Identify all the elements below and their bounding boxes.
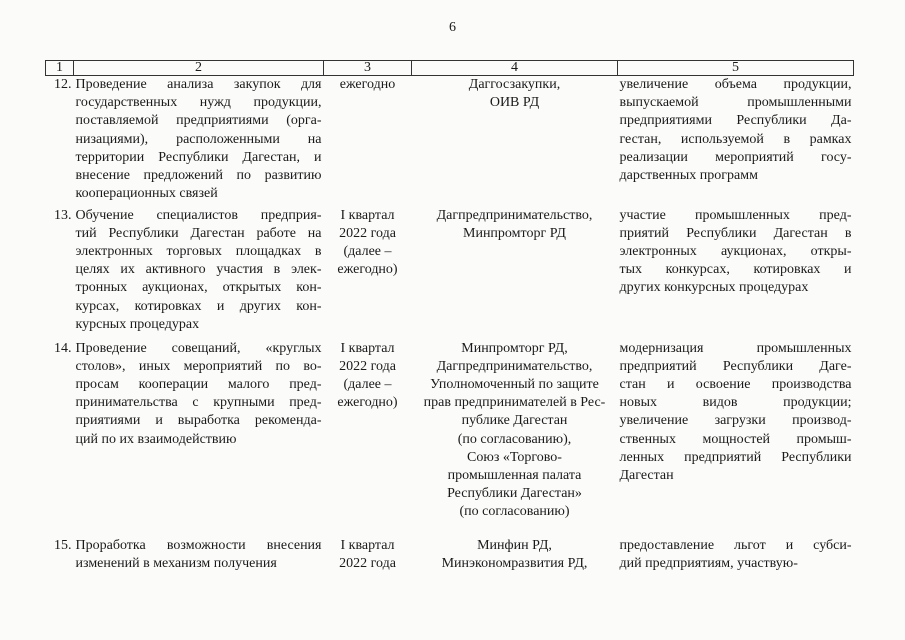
text-line: столов», иных мероприятий по во- [75, 358, 322, 374]
table-row [46, 207, 854, 340]
text-line: предприятий Республики Даге- [619, 358, 852, 374]
period-cell [324, 76, 412, 207]
text-line: ций по их взаимодействию [75, 431, 237, 447]
text-line: электронных торговых площадках в [75, 243, 322, 259]
text-line: Республики Дагестан» [447, 486, 582, 502]
table-row [46, 340, 854, 537]
text-line: увеличение загрузки производ- [619, 413, 852, 429]
text-line: дий предприятиям, участвую- [619, 555, 798, 571]
text-line: поставляемой предприятиями (орга- [75, 113, 322, 129]
text-line: выпускаемой промышленными [619, 95, 852, 111]
text-line: публике Дагестан [461, 413, 568, 429]
text-line: 2022 года [339, 225, 396, 241]
text-line: территории Республики Дагестан, и [75, 149, 322, 165]
text-line: целях их активного участия в элек- [75, 262, 322, 278]
period-cell [324, 207, 412, 340]
text-line: тий Республики Дагестан работе на [75, 225, 322, 241]
text-line: приятий Республики Дагестан в [619, 225, 852, 241]
text-line: предоставление льгот и субси- [619, 537, 852, 553]
text-line: (по согласованию) [459, 504, 570, 520]
text-line: электронных аукционах, откры- [619, 243, 852, 259]
column-header: 3 [324, 61, 412, 76]
text-line: ленных предприятий Республики [619, 449, 852, 465]
text-line: Минпромторг РД, [461, 340, 568, 356]
row-number: 15. [54, 537, 72, 553]
row-number: 12. [54, 77, 72, 92]
text-line: 2022 года [339, 358, 396, 374]
text-line: 2022 года [339, 555, 396, 571]
text-line: промышленная палата [447, 467, 582, 483]
column-header: 2 [74, 61, 324, 76]
text-line: дарственных программ [619, 168, 758, 184]
text-line: Дагестан [619, 467, 674, 483]
text-line: Минфин РД, [477, 537, 552, 553]
executors-cell [412, 340, 618, 537]
text-line: (по согласованию), [457, 431, 572, 447]
text-line: Даггосзакупки, [468, 77, 561, 92]
table-row [46, 76, 854, 207]
text-line: просам кооперации малого пред- [75, 376, 322, 392]
text-line: Минпромторг РД [463, 225, 566, 241]
text-line: предприятиями Республики Да- [619, 113, 852, 129]
column-header: 5 [618, 61, 854, 76]
executors-cell [412, 207, 618, 340]
period-cell [324, 537, 412, 597]
text-line: курсах, котировках и других кон- [75, 298, 322, 314]
text-line: кооперационных связей [75, 186, 218, 202]
text-line: прав предпринимателей в Рес- [423, 395, 606, 411]
text-line: курсных процедурах [75, 316, 200, 332]
text-line: (далее – [343, 243, 392, 259]
measure-cell [74, 340, 324, 537]
text-line: тронных аукционах, открытых кон- [75, 280, 322, 296]
measure-cell [74, 207, 324, 340]
text-line: принимательства с крупными пред- [75, 395, 322, 411]
text-line: ежегодно) [337, 395, 398, 411]
measure-cell [74, 76, 324, 207]
text-line: приятиями и выработка рекоменда- [75, 413, 322, 429]
text-line: Союз «Торгово- [467, 449, 562, 465]
page-number: 6 [449, 20, 456, 35]
text-line: новых видов продукции; [619, 395, 852, 411]
text-line: Дагпредпринимательство, [436, 207, 593, 223]
text-line: Уполномоченный по защите [430, 376, 599, 392]
result-cell [618, 76, 854, 207]
result-cell [618, 207, 854, 340]
text-line: модернизация промышленных [619, 340, 852, 356]
result-cell [618, 537, 854, 597]
text-line: ОИВ РД [489, 95, 540, 111]
row-number: 13. [54, 207, 72, 223]
text-line: ственных мощностей промыш- [619, 431, 852, 447]
text-line: реализации мероприятий госу- [619, 149, 852, 165]
text-line: гестан, используемой в рамках [619, 131, 852, 147]
text-line: внесение предложений по развитию [75, 168, 322, 184]
text-line: I квартал [340, 537, 395, 553]
table-header-row [46, 61, 854, 76]
result-cell [618, 340, 854, 537]
text-line: Минэкономразвития РД, [441, 555, 588, 571]
text-line: ежегодно [339, 77, 396, 92]
executors-cell [412, 76, 618, 207]
text-line: (далее – [343, 376, 392, 392]
measure-cell [74, 537, 324, 597]
measures-table [45, 60, 854, 597]
executors-cell [412, 537, 618, 597]
row-number: 14. [54, 340, 72, 356]
period-cell [324, 340, 412, 537]
text-line: тых конкурсах, котировках и [619, 262, 852, 278]
text-line: изменений в механизм получения [75, 555, 277, 571]
text-line: Проведение анализа закупок для [75, 77, 322, 92]
text-line: увеличение объема продукции, [619, 77, 852, 92]
text-line: ежегодно) [337, 262, 398, 278]
text-line: государственных нужд продукции, [75, 95, 322, 111]
text-line: стан и освоение производства [619, 376, 852, 392]
text-line: других конкурсных процедурах [619, 280, 809, 296]
text-line: Проведение совещаний, «круглых [75, 340, 322, 356]
text-line: участие промышленных пред- [619, 207, 852, 223]
text-line: низациями), расположенными на [75, 131, 322, 147]
text-line: I квартал [340, 207, 395, 223]
column-header: 4 [412, 61, 618, 76]
column-header: 1 [46, 61, 74, 76]
table-row [46, 537, 854, 597]
text-line: Обучение специалистов предприя- [75, 207, 322, 223]
text-line: Проработка возможности внесения [75, 537, 322, 553]
text-line: Дагпредпринимательство, [436, 358, 593, 374]
text-line: I квартал [340, 340, 395, 356]
